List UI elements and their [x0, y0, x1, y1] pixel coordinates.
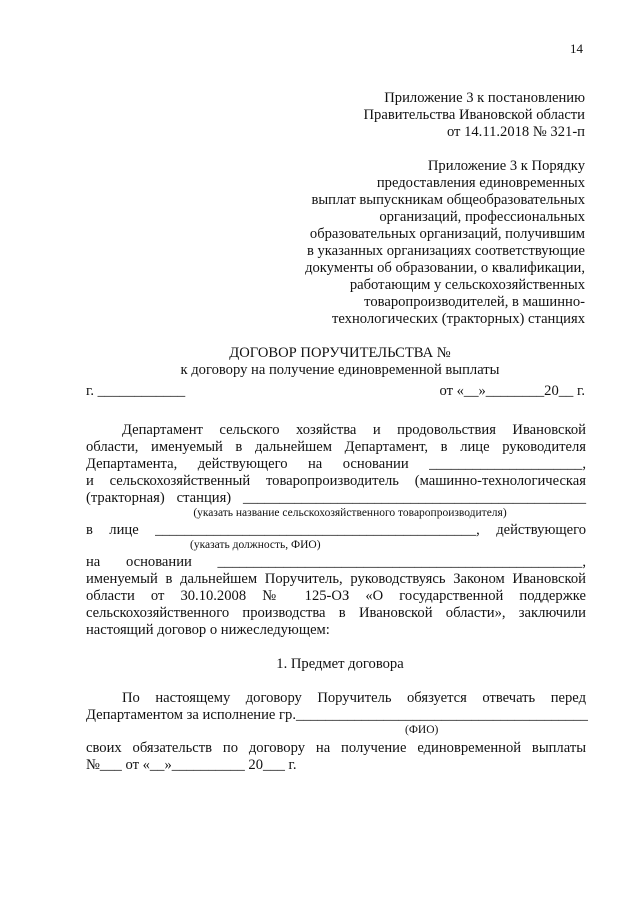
body-line: на основании __________________________________________________, [86, 554, 586, 570]
body-line: По настоящему договору Поручитель обязуется отвечать перед [122, 690, 586, 706]
body-line: своих обязательств по договору на получение единовременной выплаты [86, 740, 586, 756]
body-line: Департамент сельского хозяйства и продовольствия Ивановской [122, 422, 586, 438]
body-line: именуемый в дальнейшем Поручитель, руководствуясь Законом Ивановской [86, 571, 586, 587]
appendix-line: выплат выпускникам общеобразовательных [311, 192, 585, 208]
body-line: в лице ____________________________________________, действующего [86, 522, 586, 538]
appendix-line: Приложение 3 к Порядку [427, 158, 585, 174]
body-line: Департаментом за исполнение гр.________________________________________ [86, 707, 588, 723]
section-title: 1. Предмет договора [276, 656, 404, 672]
body-line: области, именуемый в дальнейшем Департамент, в лице руководителя [86, 439, 586, 455]
document-subtitle: к договору на получение единовременной выплаты [180, 362, 500, 378]
field-hint: (указать название сельскохозяйственного товаропроизводителя) [193, 507, 507, 519]
page-number: 14 [570, 41, 583, 56]
appendix-line: Приложение 3 к постановлению [384, 90, 585, 106]
body-line: (тракторная) станция) _______________________________________________ [86, 490, 586, 506]
city-line: г. ____________ [86, 383, 186, 399]
body-line: области от 30.10.2008 № 125-ОЗ «О государственной поддержке [86, 588, 586, 604]
appendix-line: образовательных организаций, получившим [309, 226, 585, 242]
appendix-line: предоставления единовременных [376, 175, 585, 191]
field-hint: (указать должность, ФИО) [190, 539, 321, 551]
appendix-line: в указанных организациях соответствующие [306, 243, 585, 259]
body-line: настоящий договор о нижеследующем: [86, 622, 330, 638]
document-title: ДОГОВОР ПОРУЧИТЕЛЬСТВА № [229, 345, 451, 361]
appendix-line: технологических (тракторных) станциях [332, 311, 585, 327]
appendix-line: Правительства Ивановской области [363, 107, 585, 123]
appendix-line: организаций, профессиональных [379, 209, 585, 225]
body-line: и сельскохозяйственный товаропроизводитель (машинно-технологическая [86, 473, 586, 489]
appendix-line: документы об образовании, о квалификации, [305, 260, 585, 276]
body-line: Департамента, действующего на основании _____________________, [86, 456, 586, 472]
body-line: №___ от «__»__________ 20___ г. [86, 757, 297, 773]
appendix-line: товаропроизводителей, в машинно- [364, 294, 585, 310]
field-hint: (ФИО) [405, 724, 439, 736]
appendix-line: от 14.11.2018 № 321-п [446, 124, 585, 140]
appendix-line: работающим у сельскохозяйственных [349, 277, 585, 293]
body-line: сельскохозяйственного производства в Ивановской области», заключили [86, 605, 586, 621]
date-line: от «__»________20__ г. [439, 383, 585, 399]
